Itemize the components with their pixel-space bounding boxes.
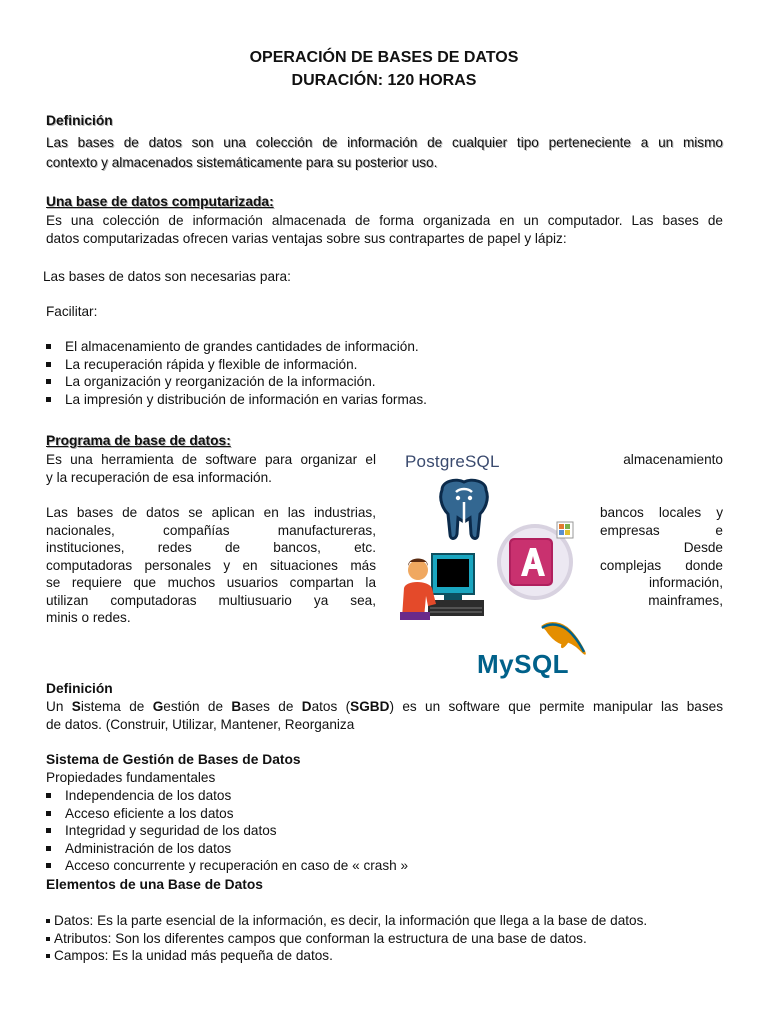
list-item: El almacenamiento de grandes cantidades de información.: [46, 338, 427, 356]
list-item: Administración de los datos: [46, 840, 408, 858]
program-p1-right: almacenamiento: [623, 452, 723, 467]
list-item: Acceso eficiente a los datos: [46, 805, 408, 823]
bullet-icon: [46, 379, 51, 384]
computerized-text-line2: datos computarizadas ofrecen varias ventajas sobre sus contrapartes de papel y lápiz:: [46, 231, 567, 246]
definition2-text-line2: de datos. (Construir, Utilizar, Mantener, Reorganiza: [46, 717, 355, 732]
facilitate-label: Facilitar:: [46, 304, 98, 319]
list-item: La organización y reorganización de la información.: [46, 373, 427, 391]
program-p2-left: Las bases de datos se aplican en las industrias, nacionales, compañías manufactureras, instituciones, redes de bancos, etc. computadoras personales y en situaciones más se requiere que muchos usuarios compartan la utilizan computadoras multiusuario ya sea, minis o redes.: [46, 505, 376, 625]
bullet-icon: [46, 846, 51, 851]
list-item: Atributos: Son los diferentes campos que conforman la estructura de una base de datos.: [46, 930, 647, 948]
document-title-line2: DURACIÓN: 120 HORAS: [291, 72, 477, 89]
definition-text-line1: Las bases de datos son una colección de información de cualquier tipo perteneciente a un mismo: [46, 135, 723, 150]
sgbd-properties-list: [46, 787, 408, 875]
list-item: La impresión y distribución de información en varias formas.: [46, 391, 427, 409]
mysql-logo: MySQL: [477, 649, 570, 679]
list-item: Integridad y seguridad de los datos: [46, 822, 408, 840]
bullet-icon: [46, 954, 50, 958]
bullet-icon: [46, 397, 51, 402]
document-title-line1: OPERACIÓN DE BASES DE DATOS: [249, 49, 519, 66]
bullet-icon: [46, 828, 51, 833]
sgbd-heading: Sistema de Gestión de Bases de Datos: [46, 752, 301, 767]
list-item: Campos: Es la unidad más pequeña de datos.: [46, 947, 647, 965]
computerized-text-line1: Es una colección de información almacenada de forma organizada en un computador. Las bases de: [46, 213, 723, 228]
program-p2-right: bancos locales y empresas e Desde complejas donde información, mainframes,: [600, 505, 723, 608]
computer-user-icon: [398, 552, 488, 620]
definition-text-line2: contexto y almacenados sistemáticamente para su posterior uso.: [46, 155, 438, 170]
computerized-db-heading: Una base de datos computarizada:: [46, 194, 274, 209]
postgresql-elephant-icon: [428, 478, 500, 544]
bullet-icon: [46, 863, 51, 868]
elements-heading: Elementos de una Base de Datos: [46, 877, 263, 892]
sgbd-subtitle: Propiedades fundamentales: [46, 770, 216, 785]
bullet-icon: [46, 793, 51, 798]
bullet-icon: [46, 937, 50, 941]
postgresql-logo: PostgreSQL: [405, 452, 500, 471]
bullet-icon: [46, 919, 50, 923]
definition2-text-line1: Un Sistema de Gestión de Bases de Datos (SGBD) es un software que permite manipular las bases: [46, 699, 723, 714]
list-item: Independencia de los datos: [46, 787, 408, 805]
list-item: La recuperación rápida y flexible de información.: [46, 356, 427, 374]
program-p1-left: Es una herramienta de software para organizar el y la recuperación de esa información.: [46, 452, 376, 485]
needed-text: Las bases de datos son necesarias para:: [43, 269, 291, 284]
list-item: Datos: Es la parte esencial de la información, es decir, la información que llega a la base de datos.: [46, 912, 647, 930]
bullet-icon: [46, 811, 51, 816]
program-heading: Programa de base de datos:: [46, 433, 231, 448]
access-logo-icon: [495, 518, 579, 602]
bullet-icon: [46, 362, 51, 367]
elements-list: [46, 912, 647, 965]
definition-heading: Definición: [46, 113, 113, 128]
facilitate-list: [46, 338, 427, 408]
list-item: Acceso concurrente y recuperación en caso de « crash »: [46, 857, 408, 875]
definition2-heading: Definición: [46, 681, 113, 696]
bullet-icon: [46, 344, 51, 349]
